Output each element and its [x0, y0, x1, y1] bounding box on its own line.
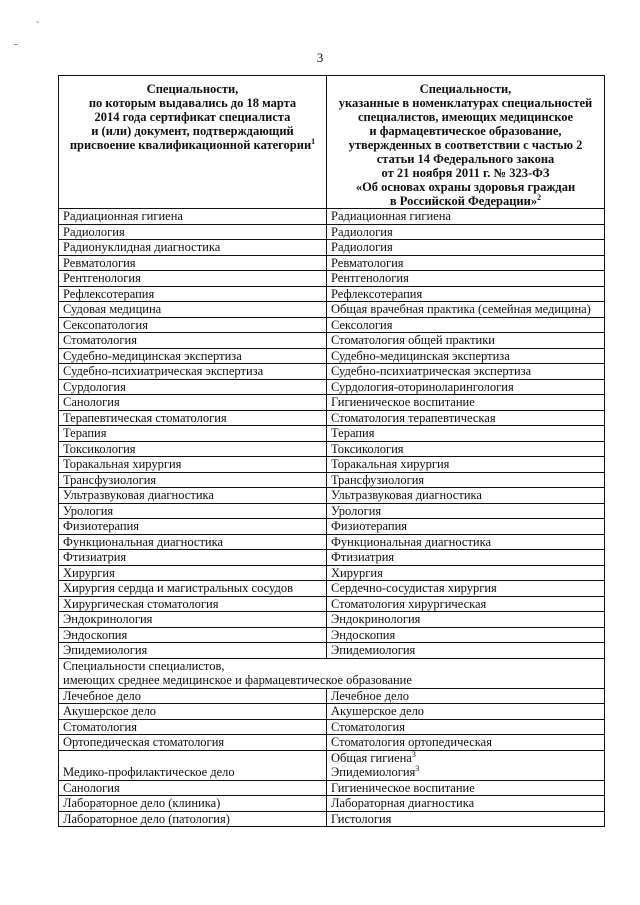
cell-new-specialty: Лечебное дело — [327, 688, 605, 704]
cell-new-specialty: Рентгенология — [327, 271, 605, 287]
table-body-nurses — [59, 688, 605, 750]
cell-old-specialty: Урология — [59, 503, 327, 519]
table-row — [59, 612, 605, 628]
table-row — [59, 379, 605, 395]
table-row — [59, 333, 605, 349]
cell-old-specialty: Радиационная гигиена — [59, 209, 327, 225]
table-row — [59, 348, 605, 364]
table-row — [59, 796, 605, 812]
cell-old-specialty: Акушерское дело — [59, 704, 327, 720]
cell-old-specialty: Ортопедическая стоматология — [59, 735, 327, 751]
header-left: Специальности, по которым выдавались до 18 марта 2014 года сертификат специалиста и (или) документ, подтверждающий присвоение квалификационной категории$^1$ — [59, 76, 327, 209]
table-row — [59, 750, 605, 780]
cell-old-specialty: Стоматология — [59, 333, 327, 349]
table-row — [59, 534, 605, 550]
table-row — [59, 811, 605, 827]
cell-old-specialty: Судебно-психиатрическая экспертиза — [59, 364, 327, 380]
table-body-nurses-cont — [59, 780, 605, 827]
table-row — [59, 395, 605, 411]
cell-new-specialty: Судебно-медицинская экспертиза — [327, 348, 605, 364]
cell-old-specialty: Ревматология — [59, 255, 327, 271]
table-row — [59, 488, 605, 504]
table-row — [59, 596, 605, 612]
cell-new-specialty: Сексология — [327, 317, 605, 333]
cell-old-specialty: Судебно-медицинская экспертиза — [59, 348, 327, 364]
table-row — [59, 364, 605, 380]
table-row — [59, 441, 605, 457]
table-row — [59, 302, 605, 318]
cell-old-specialty: Токсикология — [59, 441, 327, 457]
cell-old-specialty: Рентгенология — [59, 271, 327, 287]
table-row — [59, 317, 605, 333]
cell-old-specialty: Физиотерапия — [59, 519, 327, 535]
cell-old-specialty: Сексопатология — [59, 317, 327, 333]
table-row — [59, 209, 605, 225]
scan-mark: - — [14, 38, 18, 50]
cell-new-specialty: Гистология — [327, 811, 605, 827]
cell-old-specialty: Лабораторное дело (патология) — [59, 811, 327, 827]
table-row — [59, 735, 605, 751]
cell-new-specialty: Сурдология-оториноларингология — [327, 379, 605, 395]
cell-old-specialty: Терапевтическая стоматология — [59, 410, 327, 426]
cell-new-specialty: Эндокринология — [327, 612, 605, 628]
cell-old-specialty: Санология — [59, 395, 327, 411]
cell-old-specialty: Рефлексотерапия — [59, 286, 327, 302]
cell-old-specialty: Санология — [59, 780, 327, 796]
cell-new-specialty: Акушерское дело — [327, 704, 605, 720]
cell-old-specialty: Хирургическая стоматология — [59, 596, 327, 612]
cell-old-specialty: Торакальная хирургия — [59, 457, 327, 473]
table-row — [59, 688, 605, 704]
header-right: Специальности, указанные в номенклатурах специальностей специалистов, имеющих медицинское и фармацевтическое образование, утвержденных в соответствии с частью 2 статьи 14 Федерального закона от 21 ноября 2011 г. № 323-ФЗ «Об основах охраны здоровья граждан в Российской Федерации»$^2$ — [327, 76, 605, 209]
cell-old-specialty: Хирургия сердца и магистральных сосудов — [59, 581, 327, 597]
table-row — [59, 780, 605, 796]
cell-new-specialty: Эпидемиология — [327, 643, 605, 659]
page-number: 3 — [316, 50, 324, 65]
cell-new-specialty: Гигиеническое воспитание — [327, 395, 605, 411]
cell-new-specialty: Терапия — [327, 426, 605, 442]
table-row — [59, 271, 605, 287]
cell-new-specialty: Гигиеническое воспитание — [327, 780, 605, 796]
table-row — [59, 627, 605, 643]
cell-new-specialty: Лабораторная диагностика — [327, 796, 605, 812]
cell-old-specialty: Ультразвуковая диагностика — [59, 488, 327, 504]
cell-new-specialty: Радиология — [327, 224, 605, 240]
cell-old-specialty: Хирургия — [59, 565, 327, 581]
table-row — [59, 565, 605, 581]
cell-new-specialty: Стоматология общей практики — [327, 333, 605, 349]
cell-old-specialty: Лабораторное дело (клиника) — [59, 796, 327, 812]
cell-new-specialty: Стоматология хирургическая — [327, 596, 605, 612]
cell-old-specialty: Радиология — [59, 224, 327, 240]
cell-new-specialty: Фтизиатрия — [327, 550, 605, 566]
cell-new-specialty: Функциональная диагностика — [327, 534, 605, 550]
table-row — [59, 503, 605, 519]
cell-new-specialty: Радиология — [327, 240, 605, 256]
table-row — [59, 472, 605, 488]
cell-old-specialty: Судовая медицина — [59, 302, 327, 318]
table-row — [59, 286, 605, 302]
cell-new-specialty: Судебно-психиатрическая экспертиза — [327, 364, 605, 380]
cell-old-specialty: Функциональная диагностика — [59, 534, 327, 550]
cell-new-specialty: Радиационная гигиена — [327, 209, 605, 225]
cell-new-specialty: Рефлексотерапия — [327, 286, 605, 302]
cell-new-specialty: Ревматология — [327, 255, 605, 271]
section-header: Специальности специалистов, имеющих среднее медицинское и фармацевтическое образование — [59, 658, 605, 688]
cell-new-specialty: Общая врачебная практика (семейная медицина) — [327, 302, 605, 318]
cell-old-specialty: Медико-профилактическое дело — [59, 750, 327, 780]
cell-new-specialty: Эндоскопия — [327, 627, 605, 643]
cell-new-specialty: Общая гигиена$^3$ Эпидемиология$^3$ — [327, 750, 605, 780]
table-row — [59, 704, 605, 720]
table-row — [59, 224, 605, 240]
cell-new-specialty: Стоматология терапевтическая — [327, 410, 605, 426]
cell-new-specialty: Физиотерапия — [327, 519, 605, 535]
cell-new-specialty: Хирургия — [327, 565, 605, 581]
cell-new-specialty: Токсикология — [327, 441, 605, 457]
table-row — [59, 426, 605, 442]
table-row — [59, 255, 605, 271]
cell-old-specialty: Эндоскопия — [59, 627, 327, 643]
table-row — [59, 240, 605, 256]
cell-new-specialty: Ультразвуковая диагностика — [327, 488, 605, 504]
cell-new-specialty: Урология — [327, 503, 605, 519]
specialties-table — [58, 75, 605, 827]
cell-new-specialty: Сердечно-сосудистая хирургия — [327, 581, 605, 597]
table-row — [59, 719, 605, 735]
cell-old-specialty: Эндокринология — [59, 612, 327, 628]
cell-old-specialty: Фтизиатрия — [59, 550, 327, 566]
cell-old-specialty: Лечебное дело — [59, 688, 327, 704]
cell-old-specialty: Терапия — [59, 426, 327, 442]
cell-old-specialty: Эпидемиология — [59, 643, 327, 659]
table-row — [59, 410, 605, 426]
cell-new-specialty: Торакальная хирургия — [327, 457, 605, 473]
cell-old-specialty: Радионуклидная диагностика — [59, 240, 327, 256]
cell-old-specialty: Сурдология — [59, 379, 327, 395]
cell-old-specialty: Стоматология — [59, 719, 327, 735]
cell-new-specialty: Трансфузиология — [327, 472, 605, 488]
cell-old-specialty: Трансфузиология — [59, 472, 327, 488]
cell-new-specialty: Стоматология — [327, 719, 605, 735]
table-row — [59, 550, 605, 566]
scan-mark: ` — [36, 20, 40, 32]
table-row — [59, 457, 605, 473]
table-row — [59, 519, 605, 535]
cell-new-specialty: Стоматология ортопедическая — [327, 735, 605, 751]
table-row — [59, 643, 605, 659]
table-row — [59, 581, 605, 597]
table-body-doctors — [59, 209, 605, 659]
